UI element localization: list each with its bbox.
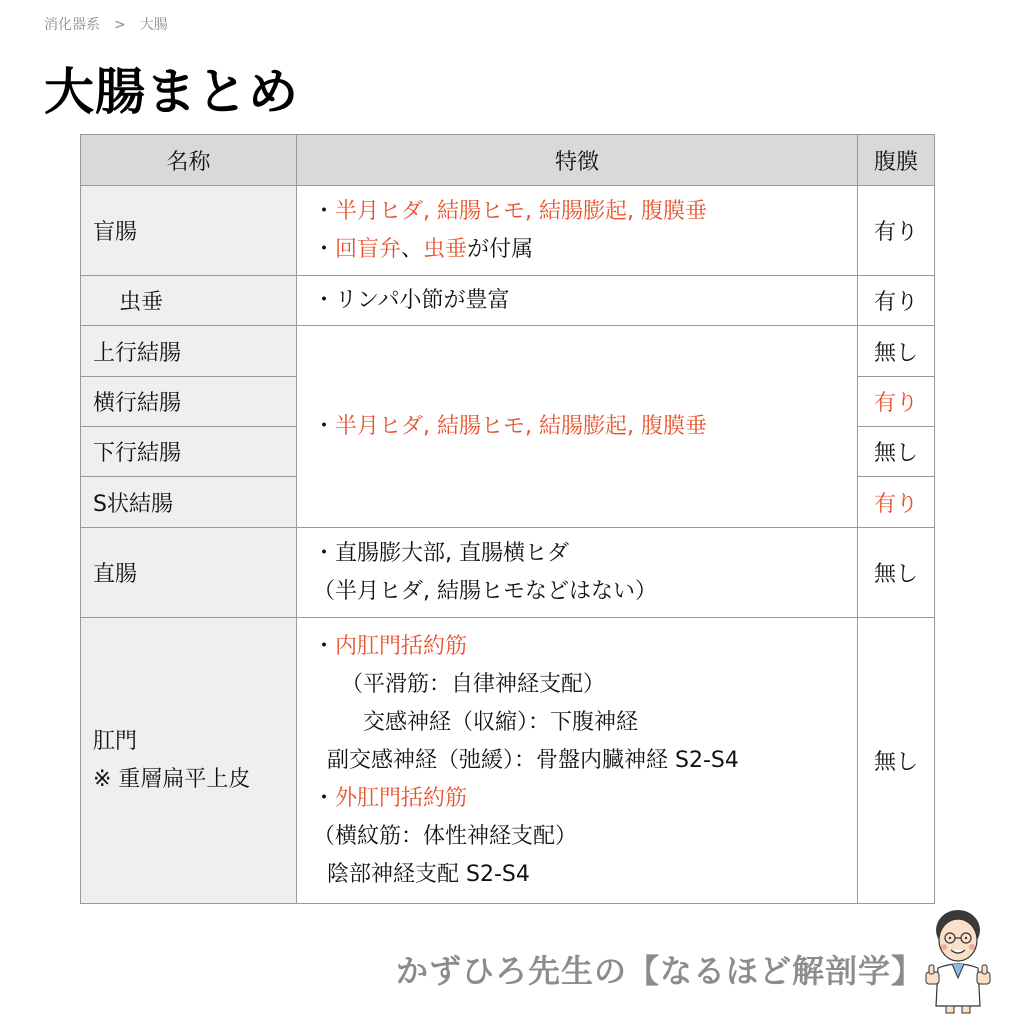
feature-line: 交感神経（収縮）：下腹神経 — [363, 709, 639, 735]
page-title: 大腸まとめ — [44, 63, 299, 121]
cell-peritoneum-rectum: 無し — [858, 528, 935, 618]
header-peritoneum: 腹膜 — [858, 135, 935, 186]
highlight-text: 虫垂 — [423, 236, 468, 262]
anus-name: 肛門 — [93, 728, 138, 754]
bullet: ・ — [313, 236, 336, 262]
header-features: 特徴 — [297, 135, 858, 186]
cell-peritoneum-ascending-colon: 無し — [858, 326, 935, 377]
bullet: ・ — [313, 785, 336, 811]
cell-peritoneum-cecum: 有り — [858, 186, 935, 276]
highlight-text: 内肛門括約筋 — [335, 633, 468, 659]
feature-line: 副交感神経（弛緩）：骨盤内臓神経 S2-S4 — [327, 747, 739, 773]
cell-peritoneum-transverse-colon: 有り — [858, 377, 935, 427]
cell-name-sigmoid-colon: S状結腸 — [81, 477, 297, 528]
cell-features-colon — [297, 326, 858, 528]
summary-table — [80, 134, 935, 904]
breadcrumb-separator: > — [114, 17, 126, 33]
highlight-text: 半月ヒダ, 結腸ヒモ, 結腸膨起, 腹膜垂 — [335, 413, 707, 439]
bullet: ・ — [313, 413, 336, 439]
breadcrumb-parent[interactable]: 消化器系 — [44, 17, 100, 33]
bullet: ・ — [313, 198, 336, 224]
feature-line: 陰部神経支配 S2-S4 — [327, 861, 530, 887]
cell-features-rectum — [297, 528, 858, 618]
feature-line: （平滑筋：自律神経支配） — [341, 671, 606, 697]
cell-name-transverse-colon: 横行結腸 — [81, 377, 297, 427]
bullet: ・ — [313, 633, 336, 659]
cell-peritoneum-appendix: 有り — [858, 276, 935, 326]
cell-peritoneum-sigmoid-colon: 有り — [858, 477, 935, 528]
highlight-text: 外肛門括約筋 — [335, 785, 468, 811]
highlight-text: 半月ヒダ, 結腸ヒモ, 結腸膨起, 腹膜垂 — [335, 198, 707, 224]
cell-features-anus — [297, 618, 858, 904]
table-row-appendix — [81, 276, 935, 326]
cell-name-ascending-colon: 上行結腸 — [81, 326, 297, 377]
cell-name-appendix: 虫垂 — [81, 276, 297, 326]
header-name: 名称 — [81, 135, 297, 186]
cell-peritoneum-anus: 無し — [858, 618, 935, 904]
breadcrumb — [44, 14, 168, 34]
table-row-cecum — [81, 186, 935, 276]
feature-text: が付属 — [467, 236, 534, 262]
feature-line: （横紋筋：体性神経支配） — [313, 823, 578, 849]
doctor-thumbs-up-icon — [920, 906, 996, 1014]
feature-line: ・直腸膨大部, 直腸横ヒダ — [313, 540, 569, 566]
highlight-text: 回盲弁 — [335, 236, 402, 262]
cell-name-descending-colon: 下行結腸 — [81, 427, 297, 477]
cell-features-cecum — [297, 186, 858, 276]
cell-name-anus — [81, 618, 297, 904]
cell-peritoneum-descending-colon: 無し — [858, 427, 935, 477]
anus-note: ※ 重層扁平上皮 — [93, 766, 251, 792]
table-row-anus — [81, 618, 935, 904]
table-header-row — [81, 135, 935, 186]
breadcrumb-current: 大腸 — [139, 17, 168, 33]
feature-line: （半月ヒダ, 結腸ヒモなどはない） — [313, 578, 657, 604]
separator-text: 、 — [401, 236, 424, 262]
cell-features-appendix: ・リンパ小節が豊富 — [297, 276, 858, 326]
footer-credit: かずひろ先生の【なるほど解剖学】 — [396, 952, 925, 990]
cell-name-cecum: 盲腸 — [81, 186, 297, 276]
table-row-ascending-colon — [81, 326, 935, 377]
table-row-rectum — [81, 528, 935, 618]
cell-name-rectum: 直腸 — [81, 528, 297, 618]
